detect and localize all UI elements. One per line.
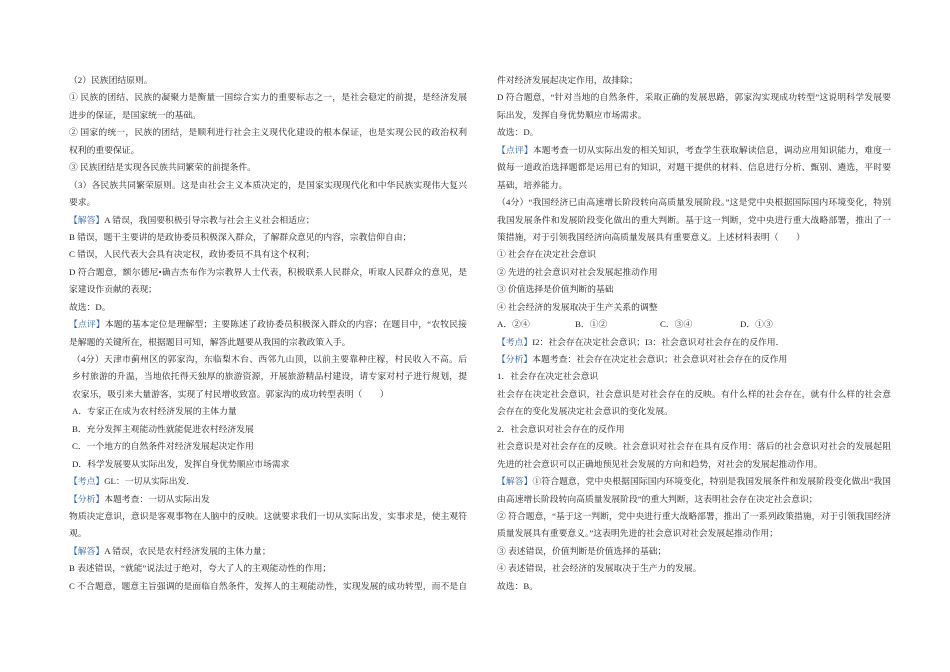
line-text: 本题考查一切从实际出发的相关知识，考查学生获取解读信息，调动应用知识能力，难度一 xyxy=(532,144,891,155)
text-line xyxy=(497,316,891,333)
text-line xyxy=(497,281,891,298)
line-text: 社会存在决定社会意识，社会意识是对社会存在的反映。有什么样的社会存在，就有什么样的社会意 xyxy=(497,388,891,399)
line-text: 我国发展条件和发展阶段变化做出的重大判断。基于这一判断，党中央进行重大战略部署，推出了一 xyxy=(497,214,891,225)
line-text: 质量发展具有重要意义。”这表明先进的社会意识对社会发展起推动作用； xyxy=(497,528,779,539)
line-text: 家建设作贡献的表现； xyxy=(69,284,157,295)
text-line xyxy=(69,491,467,508)
line-text: 物质决定意识，意识是客观事物在人脑中的反映。这就要求我们一切从实际出发，实事求是，使主观符 xyxy=(69,510,467,521)
text-line xyxy=(497,107,891,124)
line-text: ① 民族的团结、民族的凝聚力是衡量一国综合实力的重要标志之一，是社会稳定的前提，是经济发展 xyxy=(69,92,467,103)
line-text: B 错误，题干主要讲的是政协委员积极深入群众，了解群众意见的内容，宗教信仰自由； xyxy=(69,231,412,242)
line-text: （4分）“我国经济已由高速增长阶段转向高质量发展阶段。”这是党中央根据国际国内环境变化，特别 xyxy=(497,197,891,208)
line-text: （4分）天津市蓟州区的郭家沟，东临梨木台、西邻九山顶，以前主要靠种庄稼，村民收入不高。后 xyxy=(72,354,467,364)
text-line xyxy=(69,368,467,385)
text-line xyxy=(69,525,467,542)
line-text: C．一个地方的自然条件对经济发展起决定作用 xyxy=(72,441,254,452)
section-label: 【点评】 xyxy=(69,319,105,330)
line-text: ③ 价值选择是价值判断的基础 xyxy=(497,284,614,295)
section-label: 【点评】 xyxy=(497,144,533,155)
answer-option: D．①③ xyxy=(740,319,773,330)
text-line xyxy=(69,246,467,263)
line-text: 本题的基本定位是理解型；主要陈述了政协委员积极深入群众的内容；在题目中，“农牧民接 xyxy=(104,319,467,330)
section-label: 【考点】 xyxy=(497,336,533,347)
text-line xyxy=(69,421,467,438)
text-line xyxy=(497,89,891,106)
line-text: C 不合题意，题意主旨强调的是面临自然条件，发挥人的主观能动性，实现发展的成功转型，而不是自 xyxy=(69,580,467,591)
answer-option: C．③④ xyxy=(660,319,693,330)
text-line xyxy=(497,334,891,351)
line-text: B 表述错误，“就能”说法过于绝对，夸大了人的主观能动性的作用； xyxy=(69,563,332,574)
line-text: ③ 表述错误，价值判断是价值选择的基础； xyxy=(497,545,667,556)
section-label: 【分析】 xyxy=(69,493,105,504)
section-label: 【解答】 xyxy=(69,214,105,225)
line-text: C 错误，人民代表大会具有决定权，政协委员不具有这个权利； xyxy=(69,249,315,260)
text-line xyxy=(497,142,891,159)
line-text: 乡村旅游的升温，当地依托得天独厚的旅游资源，开展旅游精品村建设，请专家对村子进行规划，提 xyxy=(72,371,467,382)
line-text: 故选：D。 xyxy=(497,127,539,138)
text-line xyxy=(69,316,467,333)
section-label: 【考点】 xyxy=(69,476,105,487)
line-text: ② 符合题意，“基于这一判断，党中央进行重大战略部署，推出了一系列政策措施，对于引领我国经济 xyxy=(497,510,891,521)
text-line xyxy=(69,177,467,194)
text-line xyxy=(69,386,467,403)
text-line xyxy=(497,473,891,490)
line-text: ① 社会存在决定社会意识 xyxy=(497,249,596,260)
text-line xyxy=(497,159,891,176)
line-text: ④ 社会经济的发展取决于生产关系的调整 xyxy=(497,301,658,312)
line-text: 件对经济发展起决定作用，故排除； xyxy=(497,75,638,85)
line-text: 由高速增长阶段转向高质量发展阶段”的重大判断，这表明社会存在决定社会意识； xyxy=(497,493,818,504)
line-text: （2）民族团结原则。 xyxy=(69,75,153,85)
line-text: （3）各民族共同繁荣原则。这是由社会主义本质决定的，是国家实现现代化和中华民族实现伟大复兴 xyxy=(69,179,467,190)
text-line xyxy=(69,159,467,176)
text-line xyxy=(497,212,891,229)
line-text: 进步的保证，是国家统一的基础。 xyxy=(69,109,201,120)
line-text: 农家乐，吸引来大量游客，实现了村民增收致富。郭家沟的成功转型表明（ ） xyxy=(72,388,389,399)
line-text: ② 国家的统一，民族的团结，是顺利进行社会主义现代化建设的根本保证，也是实现公民的政治权利 xyxy=(69,127,467,138)
line-text: 本题考查：一切从实际出发 xyxy=(104,493,210,504)
text-line xyxy=(497,525,891,542)
text-line xyxy=(497,299,891,316)
line-text: A 错误，农民是农村经济发展的主体力量； xyxy=(104,545,271,556)
left-column xyxy=(69,72,467,595)
line-text: 际出发，发挥自身优势顺应市场需求。 xyxy=(497,109,647,120)
text-line xyxy=(497,508,891,525)
text-line xyxy=(69,543,467,560)
line-text: 是解题的关键所在，根据题目可知，解答此题要从我国的宗教政策入手。 xyxy=(69,336,351,347)
text-line xyxy=(69,578,467,595)
line-text: 做每一道政治选择题都是运用已有的知识，对题干提供的材料、信息进行分析、甄别、遴选，平时要 xyxy=(497,162,891,173)
text-line xyxy=(69,560,467,577)
text-line xyxy=(69,212,467,229)
text-line xyxy=(69,72,467,89)
text-line xyxy=(69,194,467,211)
text-line xyxy=(497,543,891,560)
text-line xyxy=(69,89,467,106)
text-line xyxy=(69,124,467,141)
text-line xyxy=(69,229,467,246)
text-line xyxy=(497,578,891,595)
line-text: GL：一切从实际出发． xyxy=(104,476,196,487)
line-text: ①符合题意，党中央根据国际国内环境变化，特别是我国发展条件和发展阶段变化做出“我国 xyxy=(532,476,891,487)
answer-option: B．①② xyxy=(575,319,608,330)
text-line xyxy=(69,456,467,473)
text-line xyxy=(497,421,891,438)
text-line xyxy=(497,560,891,577)
section-label: 【解答】 xyxy=(497,476,533,487)
text-line xyxy=(69,351,467,368)
line-text: 1．社会存在决定社会意识 xyxy=(497,371,599,382)
text-line xyxy=(69,107,467,124)
answer-option: A．②④ xyxy=(497,319,530,330)
text-line xyxy=(497,246,891,263)
text-line xyxy=(69,508,467,525)
line-text: 权利的重要保证。 xyxy=(69,144,140,155)
line-text: 2．社会意识对社会存在的反作用 xyxy=(497,423,625,434)
text-line xyxy=(497,194,891,211)
text-line xyxy=(497,368,891,385)
line-text: 观。 xyxy=(69,528,87,539)
text-line xyxy=(497,491,891,508)
text-line xyxy=(497,351,891,368)
text-line xyxy=(497,124,891,141)
line-text: 社会意识是对社会存在的反映。社会意识对社会存在具有反作用：落后的社会意识对社会的发展起阻 xyxy=(497,441,891,452)
section-label: 【分析】 xyxy=(497,354,533,364)
text-line xyxy=(69,473,467,490)
line-text: A 错误，我国要积极引导宗教与社会主义社会相适应； xyxy=(104,214,315,225)
text-line xyxy=(497,438,891,455)
text-line xyxy=(69,281,467,298)
right-column xyxy=(497,72,891,595)
text-line xyxy=(69,438,467,455)
line-text: 会存在的变化发展决定社会意识的变化发展。 xyxy=(497,406,673,417)
line-text: D 符合题意，“针对当地的自然条件，采取正确的发展思路，郭家沟实现成功转型”这说明科学发展要 xyxy=(497,92,891,103)
text-line xyxy=(69,142,467,159)
line-text: 故选：B。 xyxy=(497,580,539,591)
line-text: D 符合题意，额尔德尼•确吉杰布作为宗教界人士代表，积极联系人民群众，听取人民群众的意见，是 xyxy=(69,266,467,277)
line-text: ③ 民族团结是实现各民族共同繁荣的前提条件。 xyxy=(69,162,256,173)
text-line xyxy=(69,264,467,281)
line-text: 先进的社会意识可以正确地预见社会发展的方向和趋势，对社会的发展起推动作用。 xyxy=(497,458,823,469)
text-line xyxy=(69,334,467,351)
line-text: D．科学发展要从实际出发，发挥自身优势顺应市场需求 xyxy=(72,458,290,469)
line-text: I2：社会存在决定社会意识；I3：社会意识对社会存在的反作用． xyxy=(532,336,785,347)
text-line xyxy=(497,386,891,403)
text-line xyxy=(69,403,467,420)
line-text: 基础，培养能力。 xyxy=(497,179,568,190)
section-label: 【解答】 xyxy=(69,545,105,556)
text-line xyxy=(69,299,467,316)
text-line xyxy=(497,264,891,281)
line-text: 本题考查：社会存在决定社会意识；社会意识对社会存在的反作用 xyxy=(532,354,788,364)
text-line xyxy=(497,177,891,194)
line-text: A．专家正在成为农村经济发展的主体力量 xyxy=(72,406,237,417)
line-text: B．充分发挥主观能动性就能促进农村经济发展 xyxy=(72,423,254,434)
line-text: ④ 表述错误，社会经济的发展取决于生产力的发展。 xyxy=(497,563,702,574)
text-line xyxy=(497,72,891,89)
line-text: 故选：D。 xyxy=(69,301,111,312)
line-text: 要求。 xyxy=(69,197,96,208)
line-text: 策措施，对于引领我国经济向高质量发展具有重要意义。上述材料表明（ ） xyxy=(497,231,805,242)
line-text: ② 先进的社会意识对社会发展起推动作用 xyxy=(497,266,658,277)
text-line xyxy=(497,456,891,473)
text-line xyxy=(497,229,891,246)
text-line xyxy=(497,403,891,420)
